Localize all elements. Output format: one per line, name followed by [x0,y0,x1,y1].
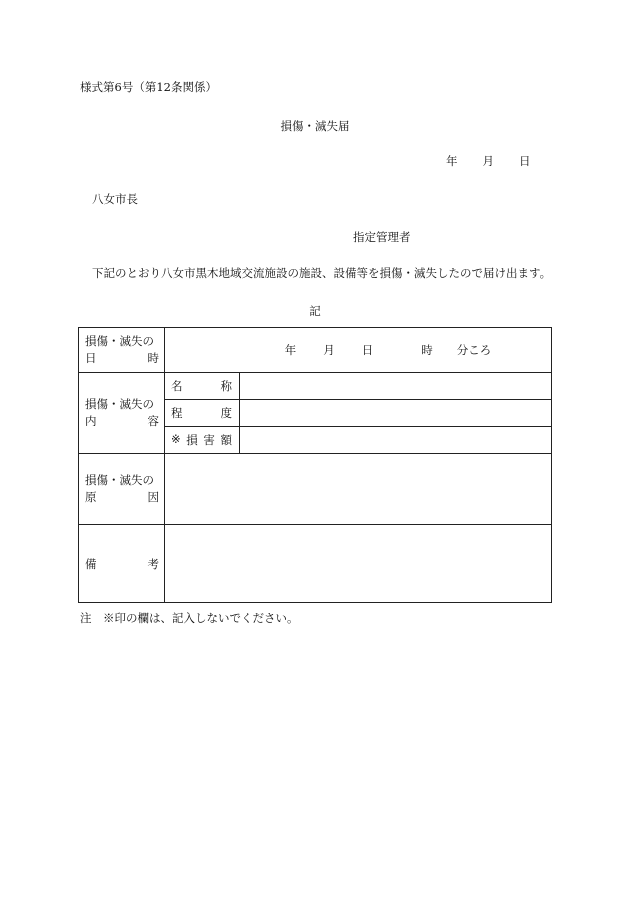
report-table [78,327,552,603]
dt-hour: 時 [421,343,433,357]
label-cause-line1: 損傷・滅失の [85,473,154,487]
label-content [79,373,165,454]
sub-label-name [165,373,240,400]
content-degree-input[interactable] [240,400,552,427]
date-year: 年 [446,154,458,168]
dt-minute: 分ころ [456,343,492,357]
label-cause-b: 因 [147,490,159,504]
label-remarks-b: 考 [147,556,159,571]
label-datetime-a: 日 [85,351,97,365]
label-remarks-a: 備 [85,556,97,571]
content-name-input[interactable] [240,373,552,400]
date-day: 日 [519,154,531,168]
row-content-name [79,373,552,400]
sub-label-degree [165,400,240,427]
label-datetime-line1: 損傷・滅失の [85,334,154,348]
date-line [446,156,531,168]
label-datetime-b: 時 [147,351,159,365]
addressee: 八女市長 [92,192,138,206]
sub-label-degree-b: 度 [220,406,232,420]
sub-label-damage-mark: ※ [171,432,181,446]
label-cause [79,454,165,525]
body-text: 下記のとおり八女市黒木地域交流施設の施設、設備等を損傷・滅失したので届け出ます。 [92,266,552,280]
footnote: 注 ※印の欄は、記入しないでください。 [80,611,299,625]
remarks-input[interactable] [165,525,552,603]
sub-label-name-a: 名 [171,379,183,393]
sub-label-damage-2: 害 [203,433,215,447]
cause-input[interactable] [165,454,552,525]
label-content-line1: 損傷・滅失の [85,397,154,411]
datetime-input[interactable] [165,328,552,373]
submitter-label: 指定管理者 [353,230,411,244]
form-number: 様式第6号（第12条関係） [80,80,217,94]
dt-day: 日 [361,343,374,357]
content-damage-input [240,427,552,454]
date-month: 月 [482,154,494,168]
dt-year: 年 [284,343,297,357]
row-datetime [79,328,552,373]
sub-label-degree-a: 程 [171,406,183,420]
ki-heading: 記 [309,304,321,318]
dt-month: 月 [323,343,335,357]
sub-label-name-b: 称 [220,379,232,393]
sub-label-damage [165,427,240,454]
label-cause-a: 原 [85,490,97,504]
label-content-a: 内 [85,414,97,428]
label-remarks [79,525,165,603]
row-cause [79,454,552,525]
label-datetime [79,328,165,373]
form-title: 損傷・滅失届 [280,119,350,133]
row-remarks [79,525,552,603]
sub-label-damage-1: 損 [186,433,198,447]
sub-label-damage-3: 額 [220,433,232,447]
label-content-b: 容 [147,414,159,428]
